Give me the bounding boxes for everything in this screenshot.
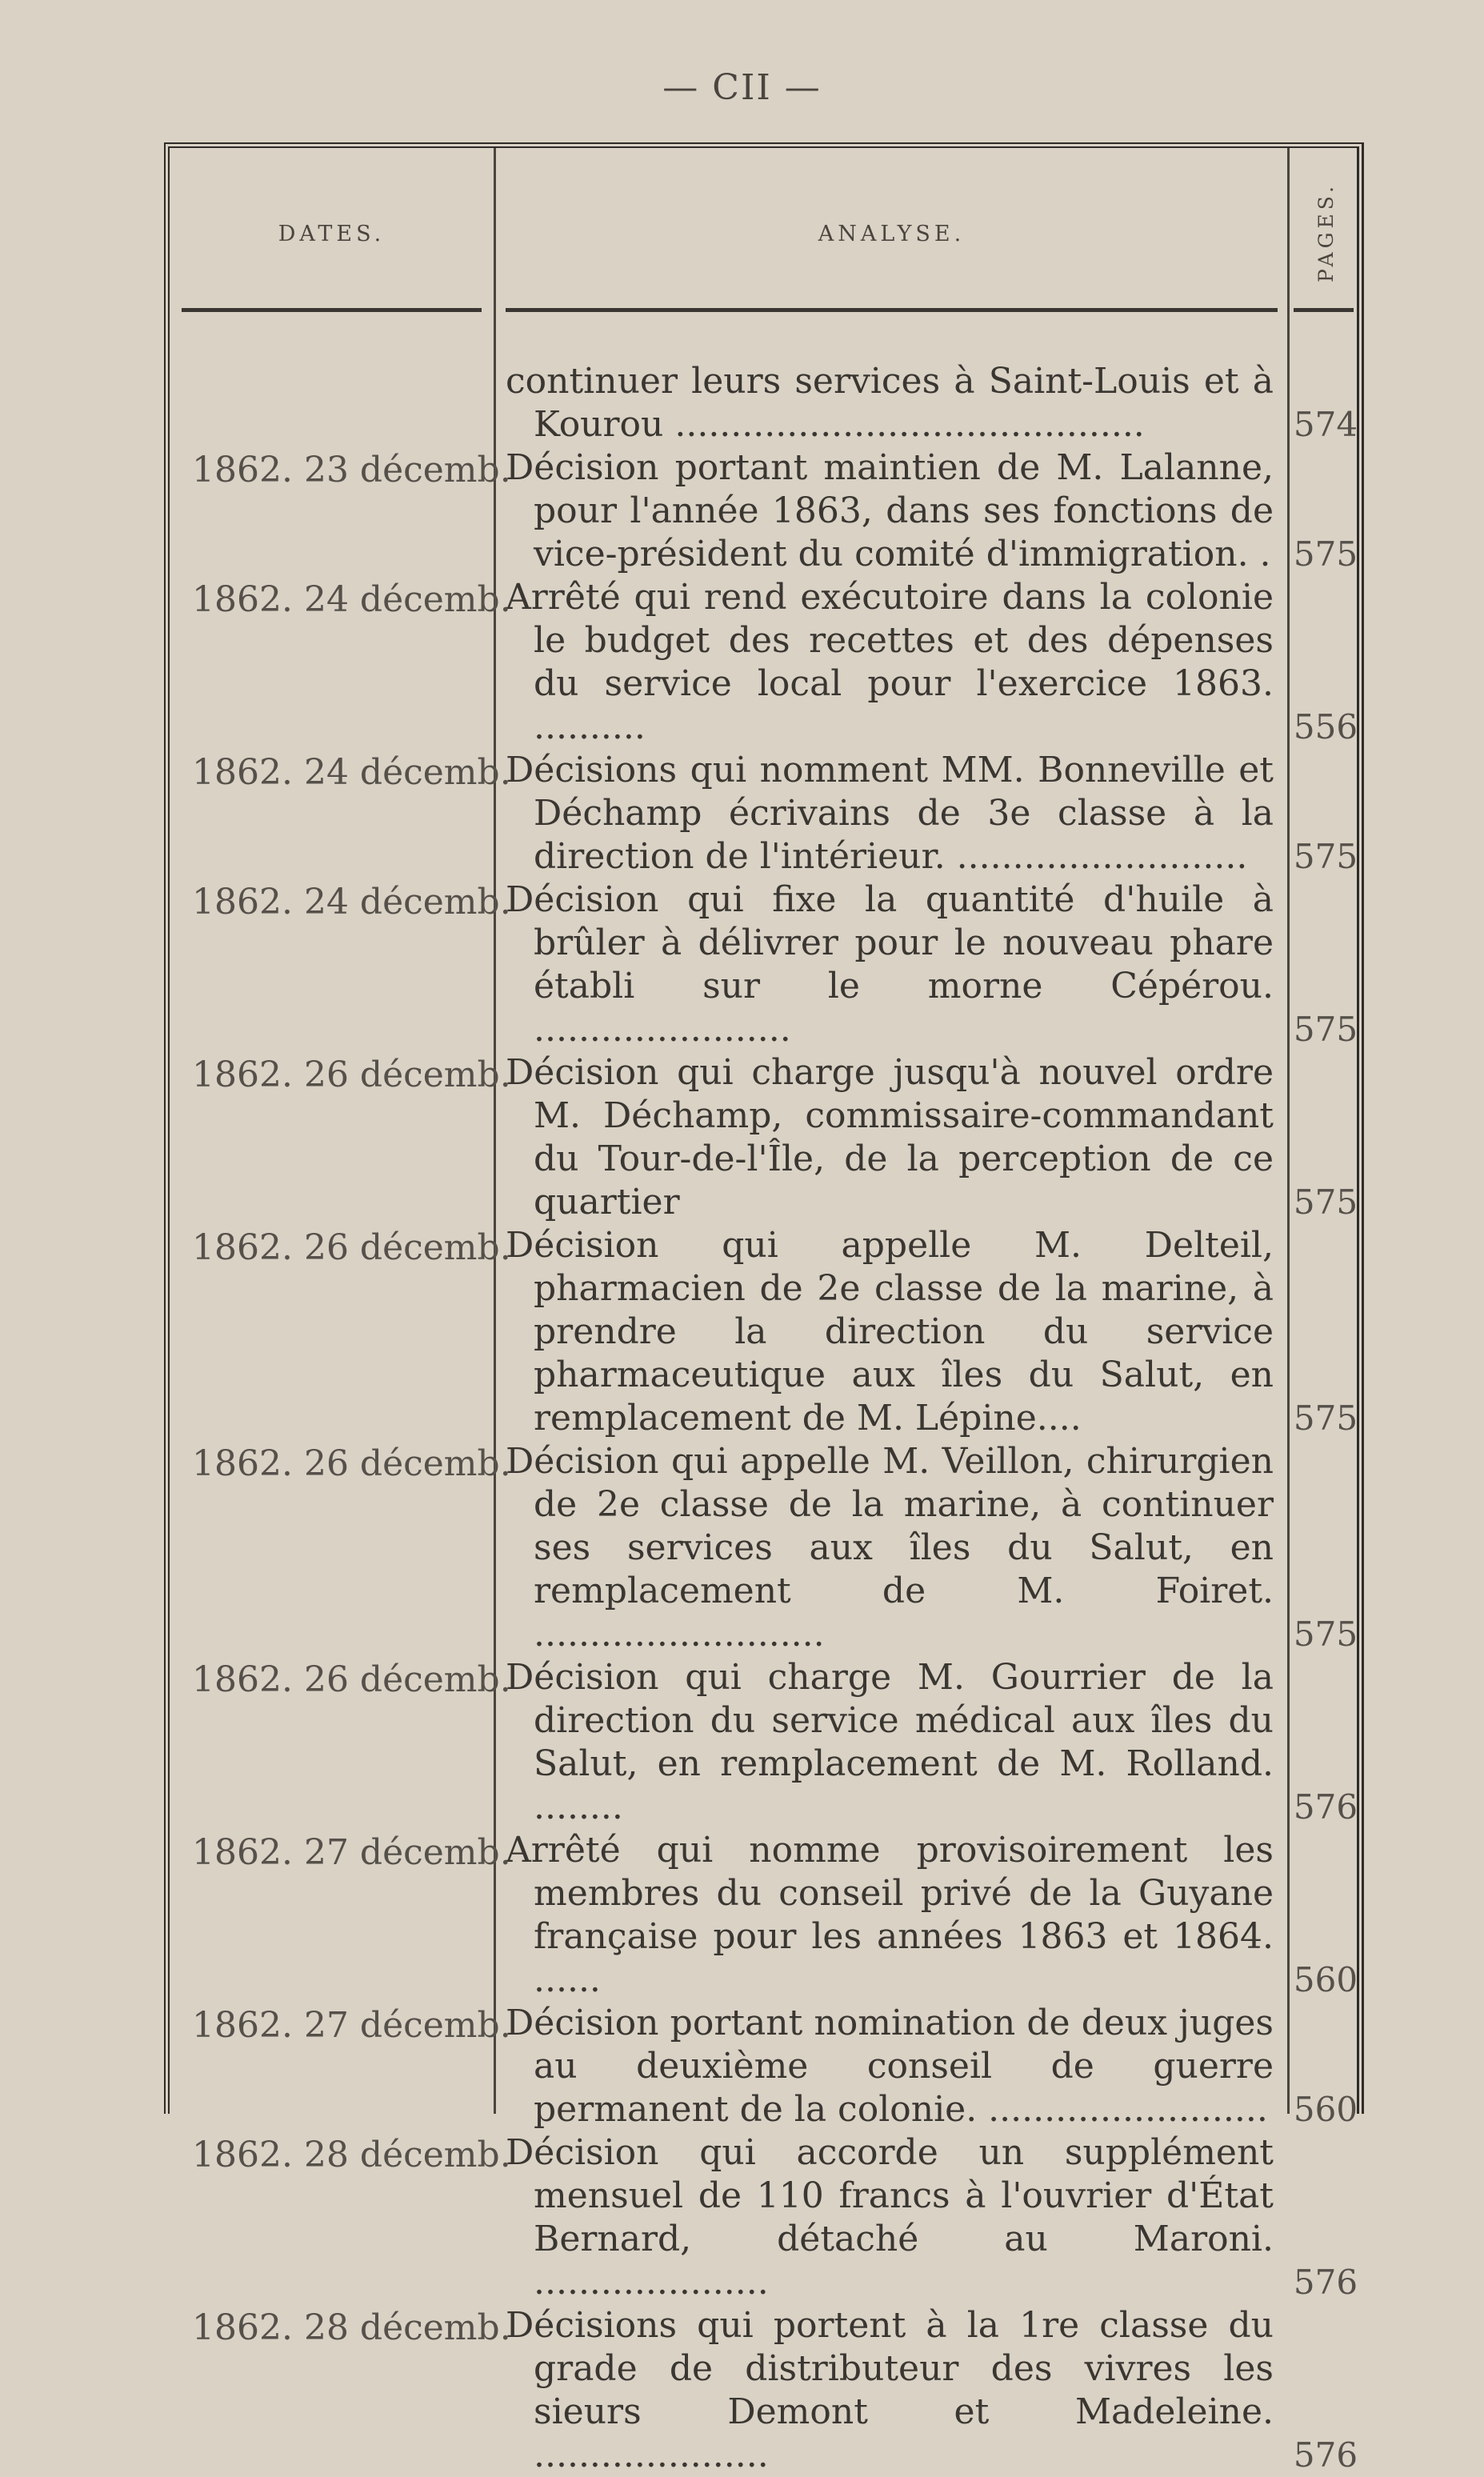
header-rule-analyse: [506, 308, 1278, 312]
table-row: [170, 1051, 1357, 1224]
row-analysis: Décision qui appelle M. Delteil, pharmacien de 2e classe de la marine, à prendre la direction du service pharmaceutique aux îles du Salut, en remplacement de M. Lépine....: [506, 1225, 1274, 1439]
row-analysis: Décisions qui portent à la 1re classe du grade de distributeur des vivres les sieurs Demont et Madeleine. .....................: [506, 2305, 1274, 2475]
row-analysis: Arrêté qui nomme provisoirement les membres du conseil privé de la Guyane française pour les années 1863 et 1864. ......: [506, 1830, 1274, 2000]
row-date: 1862. 28 décemb.: [192, 2307, 511, 2348]
row-date: 1862. 28 décemb.: [192, 2135, 511, 2175]
row-analysis: continuer leurs services à Saint-Louis et à Kourou ..........................................: [506, 361, 1274, 445]
table-row: [170, 1656, 1357, 1829]
table-row: [170, 360, 1357, 446]
table-row: [170, 576, 1357, 749]
row-page: 560: [1293, 2090, 1358, 2129]
table-row: [170, 2304, 1357, 2477]
row-page: 575: [1293, 1399, 1358, 1438]
row-page: 556: [1293, 707, 1358, 746]
index-table: [164, 142, 1364, 2475]
row-date: 1862. 27 décemb.: [192, 1832, 511, 1873]
row-analysis: Décision qui appelle M. Veillon, chirurgien de 2e classe de la marine, à continuer ses services aux îles du Salut, en remplacement de M. Foiret. ..........................: [506, 1441, 1274, 1655]
row-page: 576: [1293, 1787, 1358, 1827]
header-rule-pages: [1294, 308, 1354, 312]
row-date: 1862. 23 décemb.: [192, 450, 511, 490]
row-date: 1862. 24 décemb.: [192, 579, 511, 620]
row-page: 574: [1293, 405, 1358, 444]
row-analysis: Décision qui charge M. Gourrier de la direction du service médical aux îles du Salut, en remplacement de M. Rolland. ........: [506, 1657, 1274, 1827]
table-rows: [170, 360, 1357, 2477]
row-analysis: Décision qui accorde un supplément mensuel de 110 francs à l'ouvrier d'État Bernard, détaché au Maroni. .....................: [506, 2132, 1274, 2303]
table-row: [170, 1829, 1357, 2002]
row-date: 1862. 27 décemb.: [192, 2005, 511, 2046]
row-analysis: Décision qui charge jusqu'à nouvel ordre M. Déchamp, commissaire-commandant du Tour-de-l'Île, de la perception de ce quartier: [506, 1052, 1274, 1222]
table-row: [170, 878, 1357, 1051]
table-row: [170, 2002, 1357, 2131]
row-page: 575: [1293, 1010, 1358, 1049]
header-rule-dates: [182, 308, 482, 312]
row-analysis: Décision portant maintien de M. Lalanne, pour l'année 1863, dans ses fonctions de vice-président du comité d'immigration. .: [506, 447, 1274, 574]
row-analysis: Décision portant nomination de deux juges au deuxième conseil de guerre permanent de la colonie. .........................: [506, 2003, 1274, 2130]
row-analysis: Décision qui fixe la quantité d'huile à brûler à délivrer pour le nouveau phare établi sur le morne Cépérou. .......................: [506, 879, 1274, 1050]
row-analysis: Arrêté qui rend exécutoire dans la colonie le budget des recettes et des dépenses du service local pour l'exercice 1863. ..........: [506, 577, 1274, 747]
column-header-pages: PAGES.: [1314, 182, 1338, 282]
row-date: 1862. 26 décemb.: [192, 1443, 511, 1484]
row-date: 1862. 24 décemb.: [192, 752, 511, 793]
table-row: [170, 2131, 1357, 2304]
row-date: 1862. 26 décemb.: [192, 1227, 511, 1268]
table-row: [170, 446, 1357, 576]
row-date: 1862. 26 décemb.: [192, 1054, 511, 1095]
row-page: 575: [1293, 1615, 1358, 1654]
column-header-analyse: ANALYSE.: [818, 222, 966, 246]
row-page: 575: [1293, 534, 1358, 574]
row-page: 576: [1293, 2263, 1358, 2302]
table-row: [170, 1224, 1357, 1440]
column-header-dates: DATES.: [278, 222, 386, 246]
row-analysis: Décisions qui nomment MM. Bonneville et Déchamp écrivains de 3e classe à la direction de l'intérieur. ..........................: [506, 750, 1274, 877]
row-page: 575: [1293, 1182, 1358, 1222]
page-number: — CII —: [662, 67, 822, 108]
table-row: [170, 1440, 1357, 1656]
row-date: 1862. 26 décemb.: [192, 1659, 511, 1700]
row-date: 1862. 24 décemb.: [192, 882, 511, 922]
row-page: 560: [1293, 1960, 1358, 1999]
row-page: 576: [1293, 2435, 1358, 2475]
row-page: 575: [1293, 837, 1358, 876]
table-row: [170, 749, 1357, 878]
